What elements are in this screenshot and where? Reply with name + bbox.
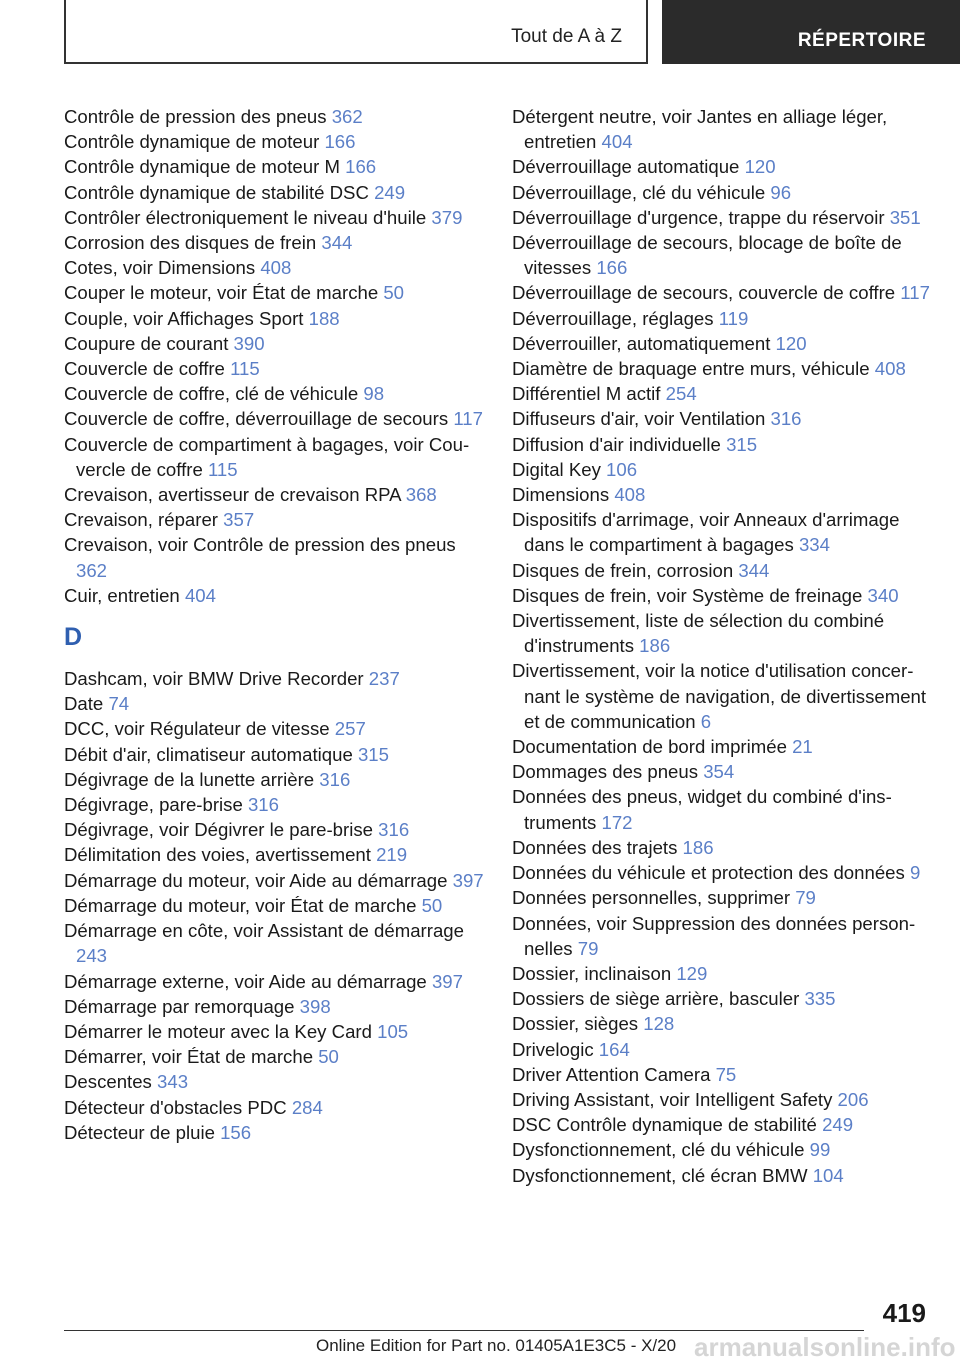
- index-list-c: [64, 104, 484, 608]
- index-entry: [512, 154, 932, 179]
- index-entry-page-link[interactable]: 316: [770, 408, 802, 430]
- index-entry: [64, 180, 484, 205]
- index-entry-page-link[interactable]: 344: [321, 232, 353, 254]
- index-entry-text: Cotes, voir Dimensions: [64, 257, 261, 279]
- index-list-d: [64, 666, 484, 1145]
- index-entry: [64, 583, 484, 608]
- index-entry-page-link[interactable]: 316: [378, 819, 410, 841]
- index-entry-text: Couple, voir Affichages Sport: [64, 307, 309, 329]
- index-entry: [512, 205, 932, 230]
- index-entry-page-link[interactable]: 354: [703, 761, 735, 783]
- index-entry-text: Disques de frein, corrosion: [512, 559, 739, 581]
- index-entry-page-link[interactable]: 390: [233, 332, 265, 354]
- index-entry-text: Dispositifs d'arrimage, voir Anneaux d'arrimage dans le compartiment à bagages: [512, 509, 900, 556]
- index-entry-text: Détecteur d'obstacles PDC: [64, 1096, 292, 1118]
- index-entry: [512, 1137, 932, 1162]
- index-entry-text: Couvercle de coffre: [64, 358, 231, 380]
- index-entry-text: Contrôler électroniquement le niveau d'huile: [64, 206, 432, 228]
- index-entry-page-link[interactable]: 104: [812, 1164, 844, 1186]
- index-entry: [512, 406, 932, 431]
- index-entry-text: Dossier, inclinaison: [512, 962, 677, 984]
- index-entry: [64, 406, 484, 431]
- index-entry: [64, 969, 484, 994]
- index-entry-text: Driving Assistant, voir Intelligent Safety: [512, 1088, 838, 1110]
- index-entry-text: Démarrage du moteur, voir État de marche: [64, 894, 422, 916]
- index-entry: [512, 1163, 932, 1188]
- index-entry: [64, 742, 484, 767]
- index-entry: [512, 331, 932, 356]
- index-entry-text: Digital Key: [512, 458, 607, 480]
- index-entry-page-link[interactable]: 119: [718, 307, 749, 329]
- index-entry: [64, 666, 484, 691]
- index-entry-text: Démarrage en côte, voir Assistant de démarrage: [64, 920, 464, 942]
- index-entry-text: Dysfonctionnement, clé du véhicule: [512, 1139, 810, 1161]
- index-entry-text: Données des trajets: [512, 836, 683, 858]
- index-entry-page-link[interactable]: 186: [682, 836, 714, 858]
- index-entry: [64, 868, 484, 893]
- index-entry-text: Dashcam, voir BMW Drive Recorder: [64, 668, 369, 690]
- index-entry: [64, 767, 484, 792]
- index-entry-text: Corrosion des disques de frein: [64, 232, 322, 254]
- index-entry: [64, 893, 484, 918]
- index-entry: [64, 356, 484, 381]
- index-entry-page-link[interactable]: 316: [247, 794, 279, 816]
- index-entry-page-link[interactable]: 379: [431, 206, 463, 228]
- index-entry-page-link[interactable]: 79: [577, 937, 599, 959]
- index-entry-page-link[interactable]: 249: [822, 1114, 854, 1136]
- index-entry: [512, 860, 932, 885]
- index-entry-page-link[interactable]: 343: [157, 1071, 189, 1093]
- index-entry: [64, 306, 484, 331]
- index-entry-text: Dysfonctionnement, clé écran BMW: [512, 1164, 813, 1186]
- index-entry-page-link[interactable]: 357: [223, 509, 255, 531]
- index-entry-page-link[interactable]: 334: [798, 534, 830, 556]
- index-entry-text: Couvercle de compartiment à bagages, voir Couvercle de coffre: [64, 433, 470, 480]
- index-entry-page-link[interactable]: 115: [207, 458, 238, 480]
- index-entry: [512, 280, 932, 305]
- index-entry-page-link[interactable]: 115: [230, 358, 260, 380]
- index-entry: [512, 180, 932, 205]
- index-entry: [64, 842, 484, 867]
- index-entry: [64, 507, 484, 532]
- index-entry: [64, 1095, 484, 1120]
- index-entry: [64, 280, 484, 305]
- footer-edition-text: Online Edition for Part no. 01405A1E3C5 - X/20: [316, 1336, 677, 1355]
- index-entry-page-link[interactable]: 75: [715, 1063, 737, 1085]
- index-entry-page-link[interactable]: 249: [374, 181, 406, 203]
- index-entry: [512, 457, 932, 482]
- index-entry-page-link[interactable]: 257: [334, 718, 366, 740]
- index-entry-text: Diffusion d'air individuelle: [512, 433, 727, 455]
- index-entry-text: Données, voir Suppression des données personnelles: [512, 912, 916, 959]
- index-entry-text: Divertissement, voir la notice d'utilisation concernant le système de navigation, de divertissement et de communication: [512, 660, 927, 732]
- index-entry: [64, 482, 484, 507]
- index-entry: [512, 507, 932, 557]
- index-entry-text: Démarrage par remorquage: [64, 995, 300, 1017]
- index-entry-page-link[interactable]: 237: [368, 668, 400, 690]
- index-entry-page-link[interactable]: 164: [598, 1038, 630, 1060]
- index-entry-text: Délimitation des voies, avertissement: [64, 844, 377, 866]
- index-entry-page-link[interactable]: 186: [639, 635, 671, 657]
- index-entry-page-link[interactable]: 315: [357, 743, 389, 765]
- index-entry-page-link[interactable]: 166: [596, 257, 628, 279]
- index-entry-page-link[interactable]: 397: [452, 869, 484, 891]
- index-entry-page-link[interactable]: 398: [299, 995, 331, 1017]
- footer-divider: [64, 1330, 864, 1331]
- index-entry-page-link[interactable]: 188: [308, 307, 340, 329]
- index-entry: [512, 1087, 932, 1112]
- index-entry-page-link[interactable]: 120: [775, 332, 807, 354]
- index-entry: [64, 205, 484, 230]
- header-tab-box: [64, 0, 648, 64]
- index-entry-text: Dossier, sièges: [512, 1013, 644, 1035]
- index-entry-page-link[interactable]: 408: [614, 484, 646, 506]
- index-entry-text: Divertissement, liste de sélection du combiné d'instruments: [512, 610, 885, 657]
- index-entry-text: Contrôle de pression des pneus: [64, 106, 332, 127]
- index-entry-text: Crevaison, réparer: [64, 509, 224, 531]
- index-entry-text: Dommages des pneus: [512, 761, 704, 783]
- index-entry-page-link[interactable]: 120: [744, 156, 776, 178]
- index-entry-text: Crevaison, avertisseur de crevaison RPA: [64, 484, 406, 506]
- index-entry-page-link[interactable]: 315: [726, 433, 758, 455]
- index-entry-page-link[interactable]: 206: [837, 1088, 869, 1110]
- index-entry-page-link[interactable]: 340: [867, 584, 899, 606]
- index-entry-text: DCC, voir Régulateur de vitesse: [64, 718, 335, 740]
- index-entry-page-link[interactable]: 284: [291, 1096, 323, 1118]
- index-entry-text: Dégivrage, pare-brise: [64, 794, 248, 816]
- index-entry-page-link[interactable]: 254: [665, 383, 697, 405]
- index-entry: [64, 1044, 484, 1069]
- index-entry-text: Diffuseurs d'air, voir Ventilation: [512, 408, 771, 430]
- index-entry-text: Déverrouillage de secours, blocage de boîte de vitesses: [512, 232, 902, 279]
- index-entry-text: Documentation de bord imprimée: [512, 736, 793, 758]
- index-entry-page-link[interactable]: 79: [795, 887, 816, 909]
- index-entry-text: Déverrouiller, automatiquement: [512, 332, 776, 354]
- index-entry-text: Démarrer le moteur avec la Key Card: [64, 1020, 378, 1042]
- index-entry: [512, 608, 932, 658]
- index-entry-text: Détergent neutre, voir Jantes en alliage léger, entretien: [512, 106, 888, 153]
- index-entry-text: Dégivrage de la lunette arrière: [64, 768, 320, 790]
- index-entry: [512, 961, 932, 986]
- index-entry-page-link[interactable]: 166: [324, 131, 356, 153]
- index-entry: [64, 716, 484, 741]
- index-entry-page-link[interactable]: 106: [606, 458, 638, 480]
- header-section-box: [662, 0, 960, 64]
- index-entry-page-link[interactable]: 156: [220, 1121, 252, 1143]
- index-entry-text: Couvercle de coffre, déverrouillage de secours: [64, 408, 454, 430]
- index-entry-page-link[interactable]: 362: [76, 559, 108, 581]
- index-entry: [512, 558, 932, 583]
- index-entry: [512, 1112, 932, 1137]
- index-entry: [512, 104, 932, 154]
- index-entry: [512, 835, 932, 860]
- index-entry-page-link[interactable]: 404: [601, 131, 633, 153]
- index-entry: [512, 885, 932, 910]
- index-entry: [512, 759, 932, 784]
- index-entry-page-link[interactable]: 117: [900, 282, 930, 304]
- index-entry: [512, 482, 932, 507]
- index-entry: [64, 1019, 484, 1044]
- index-entry-page-link[interactable]: 243: [76, 945, 108, 967]
- index-entry-text: Drivelogic: [512, 1038, 599, 1060]
- index-entry-text: Diamètre de braquage entre murs, véhicule: [512, 358, 875, 380]
- index-entry: [64, 154, 484, 179]
- index-entry-text: Déverrouillage, clé du véhicule: [512, 181, 771, 203]
- index-entry-text: Déverrouillage, réglages: [512, 307, 719, 329]
- index-entry: [512, 306, 932, 331]
- index-entry-page-link[interactable]: 105: [377, 1020, 409, 1042]
- index-entry: [512, 583, 932, 608]
- index-entry-text: Déverrouillage de secours, couvercle de coffre: [512, 282, 901, 304]
- index-entry-page-link[interactable]: 166: [345, 156, 377, 178]
- index-entry-page-link[interactable]: 397: [431, 970, 463, 992]
- index-entry-page-link[interactable]: 21: [792, 736, 813, 758]
- index-entry-page-link[interactable]: 98: [363, 383, 385, 405]
- index-entry-text: Contrôle dynamique de moteur: [64, 131, 325, 153]
- index-entry-text: Descentes: [64, 1071, 158, 1093]
- index-entry: [512, 381, 932, 406]
- index-entry-page-link[interactable]: 74: [108, 693, 130, 715]
- index-entry: [64, 1069, 484, 1094]
- index-entry-page-link[interactable]: 50: [383, 282, 405, 304]
- index-entry: [64, 381, 484, 406]
- index-entry-text: Données du véhicule et protection des données: [512, 862, 910, 884]
- index-entry-text: Contrôle dynamique de stabilité DSC: [64, 181, 375, 203]
- index-entry: [64, 817, 484, 842]
- index-entry: [64, 255, 484, 280]
- index-entry-text: Dimensions: [512, 484, 615, 506]
- index-entry-page-link[interactable]: 351: [889, 206, 921, 228]
- index-entry: [512, 1037, 932, 1062]
- index-entry: [512, 734, 932, 759]
- index-entry-text: Déverrouillage d'urgence, trappe du réservoir: [512, 206, 890, 228]
- index-entry: [512, 658, 932, 734]
- index-entry-text: Déverrouillage automatique: [512, 156, 745, 178]
- index-entry-page-link[interactable]: 404: [184, 584, 216, 606]
- index-entry: [64, 230, 484, 255]
- index-entry-page-link[interactable]: 50: [421, 894, 443, 916]
- index-list-right: [512, 104, 932, 1188]
- index-entry: [64, 918, 484, 968]
- index-entry-page-link[interactable]: 96: [770, 181, 792, 203]
- index-entry-text: Disques de frein, voir Système de freinage: [512, 584, 868, 606]
- index-entry: [512, 1011, 932, 1036]
- watermark-logo: armanualsonline.info: [694, 1332, 956, 1362]
- index-entry-page-link[interactable]: 335: [804, 988, 836, 1010]
- index-entry-text: Couper le moteur, voir État de marche: [64, 282, 384, 304]
- index-entry-page-link[interactable]: 368: [405, 484, 437, 506]
- index-entry-text: Données des pneus, widget du combiné d'instruments: [512, 786, 892, 833]
- index-entry-text: Coupure de courant: [64, 332, 234, 354]
- index-entry-text: Démarrage du moteur, voir Aide au démarrage: [64, 869, 453, 891]
- section-letter-d: D: [64, 623, 83, 652]
- index-column-left: [64, 104, 484, 1145]
- index-entry-page-link[interactable]: 316: [319, 768, 351, 790]
- index-entry-page-link[interactable]: 50: [318, 1046, 339, 1068]
- index-entry-text: Crevaison, voir Contrôle de pression des pneus: [64, 534, 456, 556]
- index-entry-page-link[interactable]: 219: [376, 844, 408, 866]
- index-entry: [512, 432, 932, 457]
- index-entry-page-link[interactable]: 129: [676, 962, 708, 984]
- index-entry-text: Différentiel M actif: [512, 383, 666, 405]
- index-entry: [64, 691, 484, 716]
- header-section-label[interactable]: RÉPERTOIRE: [797, 30, 926, 51]
- index-entry-text: Démarrer, voir État de marche: [64, 1046, 319, 1068]
- index-entry-text: Démarrage externe, voir Aide au démarrage: [64, 970, 432, 992]
- index-entry-text: Date: [64, 693, 109, 715]
- index-entry: [512, 356, 932, 381]
- index-entry: [64, 331, 484, 356]
- index-entry: [512, 784, 932, 834]
- index-entry-text: Driver Attention Camera: [512, 1063, 716, 1085]
- index-entry: [64, 1120, 484, 1145]
- index-entry: [64, 432, 484, 482]
- index-entry-text: Dégivrage, voir Dégivrer le pare-brise: [64, 819, 379, 841]
- index-entry-text: Débit d'air, climatiseur automatique: [64, 743, 358, 765]
- index-entry: [512, 1062, 932, 1087]
- index-entry-page-link[interactable]: 99: [809, 1139, 831, 1161]
- index-entry-page-link[interactable]: 9: [909, 862, 921, 884]
- index-entry-page-link[interactable]: 408: [260, 257, 292, 279]
- index-entry: [512, 986, 932, 1011]
- index-entry-page-link[interactable]: 6: [700, 710, 712, 732]
- page-number: 419: [882, 1298, 926, 1328]
- index-entry: [512, 230, 932, 280]
- index-entry-page-link[interactable]: 172: [601, 811, 633, 833]
- index-entry: [64, 129, 484, 154]
- index-entry-text: Couvercle de coffre, clé de véhicule: [64, 383, 364, 405]
- index-entry: [64, 994, 484, 1019]
- index-entry-text: Détecteur de pluie: [64, 1121, 221, 1143]
- index-entry-page-link[interactable]: 117: [453, 408, 483, 430]
- index-entry-text: DSC Contrôle dynamique de stabilité: [512, 1114, 823, 1136]
- index-entry-text: Dossiers de siège arrière, basculer: [512, 988, 805, 1010]
- index-entry-page-link[interactable]: 344: [738, 559, 770, 581]
- index-entry-text: Cuir, entretien: [64, 584, 185, 606]
- index-entry-text: Contrôle dynamique de moteur M: [64, 156, 346, 178]
- index-entry: [64, 792, 484, 817]
- index-entry-page-link[interactable]: 362: [331, 106, 363, 127]
- index-entry: [64, 104, 484, 129]
- index-column-right: [512, 104, 932, 1188]
- header-tab-label[interactable]: Tout de A à Z: [511, 26, 622, 47]
- index-entry: [64, 532, 484, 582]
- index-entry-page-link[interactable]: 408: [874, 358, 906, 380]
- index-entry-text: Données personnelles, supprimer: [512, 887, 796, 909]
- index-entry-page-link[interactable]: 128: [643, 1013, 675, 1035]
- index-entry: [512, 911, 932, 961]
